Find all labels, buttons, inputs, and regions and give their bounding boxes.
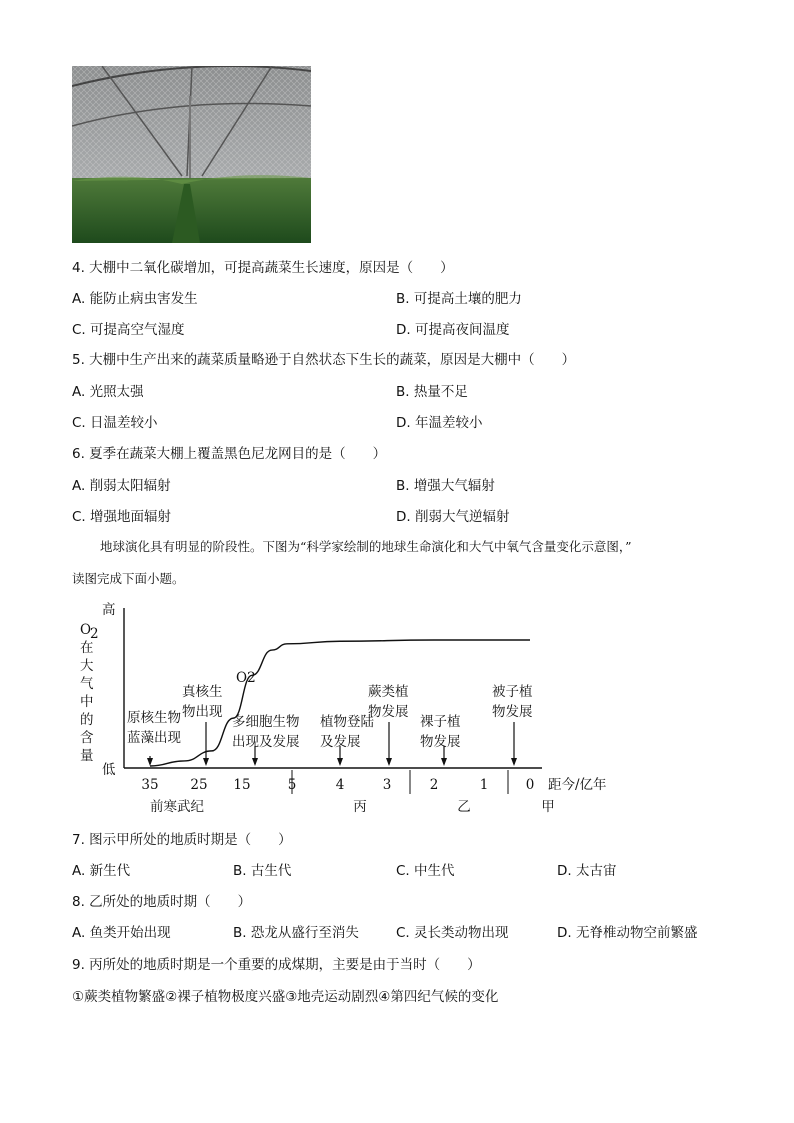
event-arrowhead <box>337 758 343 766</box>
x-tick-label: 0 <box>525 777 535 793</box>
question-7-option-d: D. 太古宙 <box>557 863 617 879</box>
x-tick-label: 4 <box>335 777 345 793</box>
question-5-stem: 5. 大棚中生产出来的蔬菜质量略逊于自然状态下生长的蔬菜，原因是大棚中（ ） <box>72 352 576 368</box>
question-8-option-b: B. 恐龙从盛行至消失 <box>233 925 359 941</box>
series-label-o2: O2 <box>236 670 256 686</box>
y-axis-label-char: 气 <box>80 676 94 692</box>
question-7-option-b: B. 古生代 <box>233 863 292 879</box>
question-5-option-c: C. 日温差较小 <box>72 415 158 431</box>
y-axis-label-char: 大 <box>80 658 94 674</box>
event-label: 裸子植 <box>420 714 461 730</box>
event-label: 及发展 <box>320 734 361 750</box>
y-axis-label-sub: 2 <box>90 626 99 642</box>
y-low-label: 低 <box>102 762 116 778</box>
event-label: 物发展 <box>368 704 409 720</box>
event-arrowhead <box>203 758 209 766</box>
event-arrowhead <box>441 758 447 766</box>
question-4-option-c: C. 可提高空气湿度 <box>72 322 185 338</box>
x-tick-label: 25 <box>190 777 208 793</box>
greenhouse-photo <box>72 66 311 243</box>
intro-line-2: 读图完成下面小题。 <box>72 571 185 586</box>
question-6-option-b: B. 增强大气辐射 <box>396 478 495 494</box>
event-label: 物出现 <box>182 704 223 720</box>
question-9-stem: 9. 丙所处的地质时期是一个重要的成煤期，主要是由于当时（ ） <box>72 957 481 973</box>
event-label: 真核生 <box>182 684 223 700</box>
question-7-option-a: A. 新生代 <box>72 863 131 879</box>
question-4-option-b: B. 可提高土壤的肥力 <box>396 291 522 307</box>
event-label: 蕨类植 <box>368 684 409 700</box>
y-axis-label-char: 量 <box>80 748 94 764</box>
event-label: 蓝藻出现 <box>127 730 181 746</box>
question-5-option-a: A. 光照太强 <box>72 384 144 400</box>
x-tick-label: 5 <box>287 777 297 793</box>
oxygen-evolution-chart <box>72 596 632 821</box>
event-arrowhead <box>386 758 392 766</box>
question-6-option-c: C. 增强地面辐射 <box>72 509 172 525</box>
era-label: 前寒武纪 <box>150 799 204 815</box>
event-label: 多细胞生物 <box>232 714 300 730</box>
question-4-stem: 4. 大棚中二氧化碳增加，可提高蔬菜生长速度，原因是（ ） <box>72 260 454 276</box>
event-label: 植物登陆 <box>320 714 374 730</box>
y-high-label: 高 <box>102 602 116 618</box>
event-label: 被子植 <box>492 684 533 700</box>
y-axis-label-char: 在 <box>80 640 94 656</box>
event-label: 物发展 <box>492 704 533 720</box>
question-9-statements: ①蕨类植物繁盛②裸子植物极度兴盛③地壳运动剧烈④第四纪气候的变化 <box>72 989 499 1005</box>
question-5-option-d: D. 年温差较小 <box>396 415 483 431</box>
era-label: 甲 <box>541 799 555 815</box>
x-tick-label: 3 <box>382 777 392 793</box>
x-tick-label: 2 <box>429 777 439 793</box>
question-8-option-c: C. 灵长类动物出现 <box>396 925 509 941</box>
y-axis-label-char: O <box>80 622 92 638</box>
intro-line-1: 地球演化具有明显的阶段性。下图为“科学家绘制的地球生命演化和大气中氧气含量变化示意图，” <box>100 539 632 554</box>
question-8-option-a: A. 鱼类开始出现 <box>72 925 171 941</box>
y-axis-label-char: 含 <box>80 730 94 746</box>
question-6-stem: 6. 夏季在蔬菜大棚上覆盖黑色尼龙网目的是（ ） <box>72 446 387 462</box>
question-6-option-d: D. 削弱大气逆辐射 <box>396 509 510 525</box>
question-8-stem: 8. 乙所处的地质时期（ ） <box>72 894 252 910</box>
x-tick-label: 1 <box>479 777 489 793</box>
event-label: 物发展 <box>420 734 461 750</box>
y-axis-label <box>80 622 99 764</box>
x-axis-label: 距今/亿年 <box>548 777 607 793</box>
x-tick-label: 35 <box>141 777 159 793</box>
era-label: 丙 <box>353 799 367 815</box>
x-tick-label: 15 <box>233 777 251 793</box>
event-label: 原核生物 <box>127 710 181 726</box>
era-label: 乙 <box>457 799 471 815</box>
y-axis-label-char: 中 <box>80 694 94 710</box>
y-axis-label-char: 的 <box>80 712 94 728</box>
question-6-option-a: A. 削弱太阳辐射 <box>72 478 171 494</box>
question-7-stem: 7. 图示甲所处的地质时期是（ ） <box>72 832 292 848</box>
question-8-option-d: D. 无脊椎动物空前繁盛 <box>557 925 698 941</box>
question-4-option-d: D. 可提高夜间温度 <box>396 322 510 338</box>
question-7-option-c: C. 中生代 <box>396 863 455 879</box>
event-arrowhead <box>511 758 517 766</box>
question-5-option-b: B. 热量不足 <box>396 384 468 400</box>
event-arrowhead <box>147 758 153 766</box>
event-arrowhead <box>252 758 258 766</box>
question-4-option-a: A. 能防止病虫害发生 <box>72 291 198 307</box>
event-label: 出现及发展 <box>232 734 300 750</box>
